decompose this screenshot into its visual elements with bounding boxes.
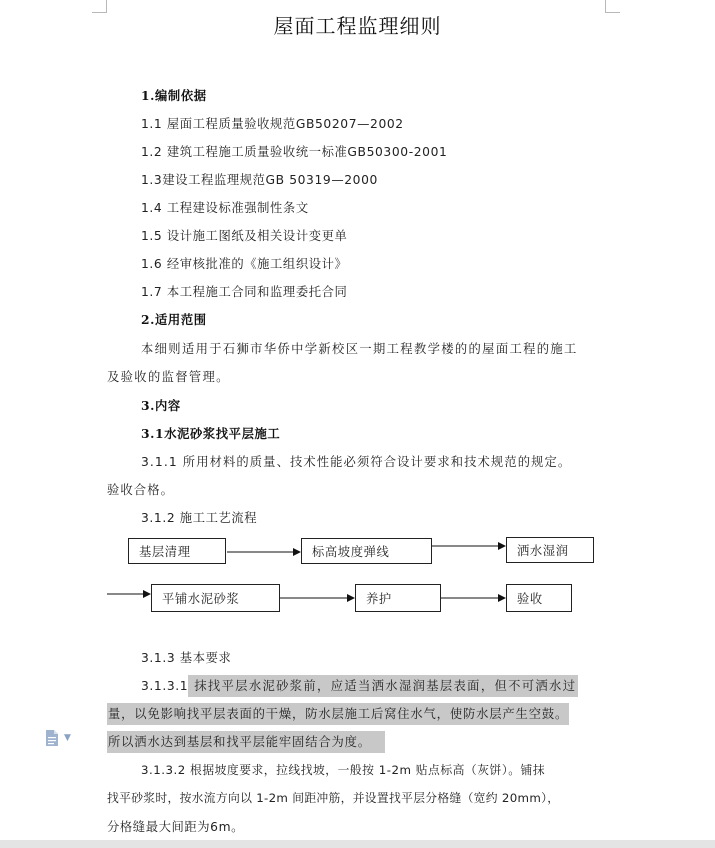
clause-number: 3.1.3.1 (141, 679, 189, 693)
heading-scope: 2.适用范围 (141, 312, 207, 327)
flow-step-spread-mortar: 平铺水泥砂浆 (151, 584, 280, 612)
flow-step-wetting: 洒水湿润 (506, 537, 594, 563)
paragraph-3-1-3-2: 3.1.3.2 根据坡度要求，拉线找坡，一般按 1-2m 贴点标高（灰饼）。铺抹 (141, 763, 546, 777)
document-icon[interactable] (45, 730, 59, 746)
basis-item: 1.2 建筑工程施工质量验收统一标准GB50300-2001 (141, 145, 448, 159)
highlighted-text: 量，以免影响找平层表面的干燥，防水层施工后窝住水气，使防水层产生空鼓。 (107, 703, 569, 725)
heading-screed: 3.1水泥砂浆找平层施工 (141, 426, 281, 441)
highlighted-text: 抹找平层水泥砂浆前，应适当洒水湿润基层表面，但不可洒水过 (188, 675, 578, 697)
paragraph-3-1-3: 3.1.3 基本要求 (141, 651, 232, 665)
paragraph-3-1-2: 3.1.2 施工工艺流程 (141, 511, 258, 525)
basis-item: 1.7 本工程施工合同和监理委托合同 (141, 285, 348, 299)
paragraph-3-1-3-2: 找平砂浆时，按水流方向以 1-2m 间距冲筋，并设置找平层分格缝（宽约 20mm）， (107, 791, 560, 805)
basis-item: 1.5 设计施工图纸及相关设计变更单 (141, 229, 348, 243)
flow-step-base-cleaning: 基层清理 (128, 538, 226, 564)
flow-step-acceptance: 验收 (506, 584, 572, 612)
basis-item: 1.4 工程建设标准强制性条文 (141, 201, 309, 215)
heading-content: 3.内容 (141, 398, 181, 413)
heading-basis: 1.编制依据 (141, 88, 207, 103)
paragraph-3-1-1: 3.1.1 所用材料的质量、技术性能必须符合设计要求和技术规范的规定。 (141, 455, 572, 469)
paragraph-3-1-3-2: 分格缝最大间距为6m。 (107, 820, 245, 834)
paragraph-3-1-1: 验收合格。 (107, 483, 174, 497)
flow-step-curing: 养护 (355, 584, 441, 612)
paragraph-3-1-3-1 (107, 704, 569, 722)
page-bottom-edge (0, 840, 715, 848)
paragraph-3-1-3-1 (141, 676, 578, 694)
paragraph-3-1-3-1 (107, 732, 385, 750)
scope-text: 本细则适用于石狮市华侨中学新校区一期工程教学楼的的屋面工程的施工 (141, 342, 578, 356)
flow-step-level-marking: 标高坡度弹线 (301, 538, 432, 564)
scope-text: 及验收的监督管理。 (107, 370, 230, 384)
document-title: 屋面工程监理细则 (273, 14, 442, 38)
basis-item: 1.3建设工程监理规范GB 50319—2000 (141, 173, 378, 187)
basis-item: 1.6 经审核批准的《施工组织设计》 (141, 257, 348, 271)
highlighted-text: 所以洒水达到基层和找平层能牢固结合为度。 (107, 731, 385, 753)
chevron-down-icon[interactable]: ▼ (64, 733, 71, 743)
basis-item: 1.1 屋面工程质量验收规范GB50207—2002 (141, 117, 404, 131)
